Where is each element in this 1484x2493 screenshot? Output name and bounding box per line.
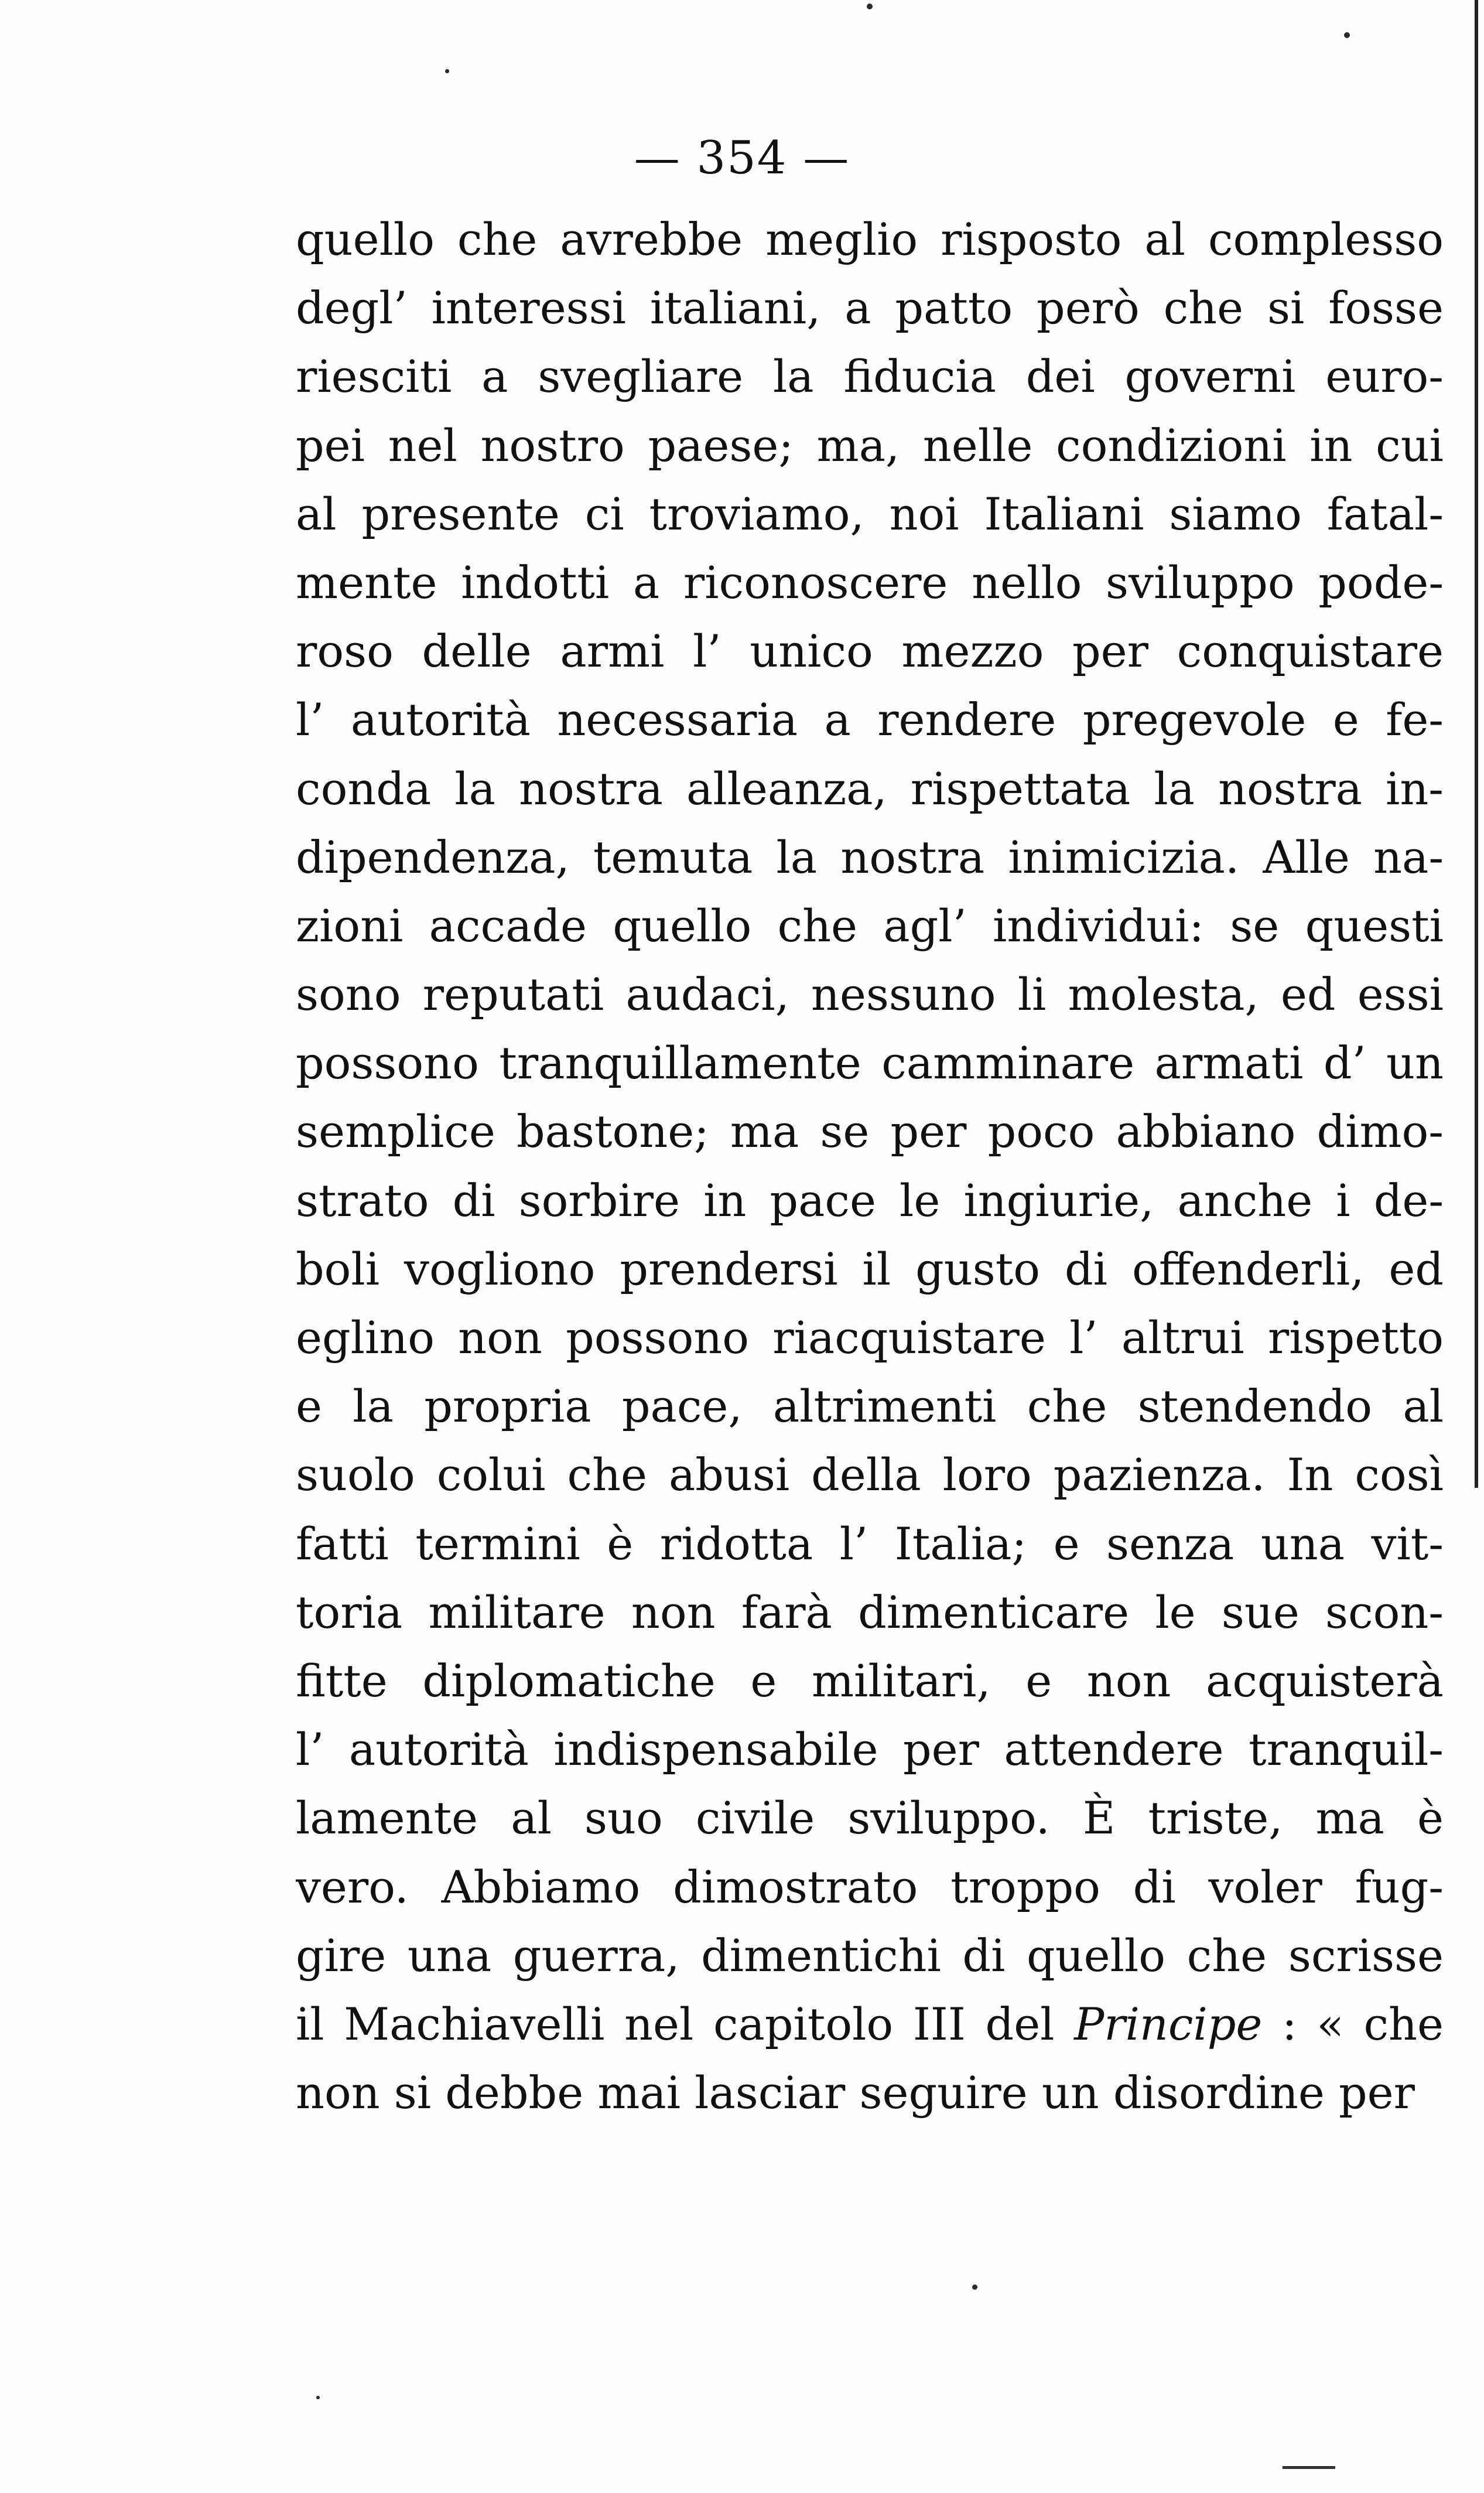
line-text-after-title: : « che <box>1262 1997 1444 2050</box>
text-line: conda la nostra alleanza, rispettata la nostra in- <box>296 762 1444 815</box>
text-line: riesciti a svegliare la fiducia dei governi euro- <box>296 350 1444 403</box>
scan-edge-line <box>1475 0 1478 1488</box>
text-line: degl’ interessi italiani, a patto però che si fosse <box>296 282 1444 334</box>
page-number: — 354 — <box>634 132 850 185</box>
text-line: al presente ci troviamo, noi Italiani siamo fatal- <box>296 487 1444 540</box>
text-line: vero. Abbiamo dimostrato troppo di voler fug- <box>296 1860 1444 1913</box>
text-line: toria militare non farà dimenticare le sue scon- <box>296 1586 1444 1638</box>
text-line: mente indotti a riconoscere nello sviluppo pode- <box>296 556 1444 609</box>
text-line-with-title <box>296 1990 1444 2058</box>
text-line: strato di sorbire in pace le ingiurie, anche i de- <box>296 1174 1444 1227</box>
text-line: dipendenza, temuta la nostra inimicizia. Alle na- <box>296 831 1444 883</box>
text-line: semplice bastone; ma se per poco abbiano dimo- <box>296 1105 1444 1158</box>
scan-speck <box>1344 32 1350 38</box>
scan-speck <box>316 2396 320 2399</box>
scan-speck <box>867 4 873 9</box>
text-line: boli vogliono prendersi il gusto di offenderli, ed <box>296 1242 1444 1295</box>
text-line: lamente al suo civile sviluppo. È triste, ma è <box>296 1792 1444 1845</box>
text-line: l’ autorità necessaria a rendere pregevole e fe- <box>296 694 1444 746</box>
text-line: e la propria pace, altrimenti che stendendo al <box>296 1380 1444 1433</box>
text-line: l’ autorità indispensabile per attendere tranquil- <box>296 1723 1444 1776</box>
body-text <box>296 205 1444 2127</box>
text-line: suolo colui che abusi della loro pazienza. In così <box>296 1449 1444 1501</box>
text-line: quello che avrebbe meglio risposto al complesso <box>296 213 1444 265</box>
text-line: roso delle armi l’ unico mezzo per conquistare <box>296 625 1444 678</box>
scan-footer-mark <box>1283 2454 1335 2469</box>
book-title-principe: Principe <box>1074 1997 1263 2050</box>
text-line: fatti termini è ridotta l’ Italia; e senza una vit- <box>296 1517 1444 1570</box>
scan-speck <box>972 2284 977 2290</box>
text-line: non si debbe mai lasciar seguire un disordine per <box>296 2067 1415 2119</box>
text-line: gire una guerra, dimentichi di quello che scrisse <box>296 1929 1444 1982</box>
text-line: zioni accade quello che agl’ individui: se questi <box>296 899 1444 952</box>
text-line: pei nel nostro paese; ma, nelle condizioni in cui <box>296 419 1444 472</box>
text-line: eglino non possono riacquistare l’ altrui rispetto <box>296 1312 1444 1364</box>
text-line: fitte diplomatiche e militari, e non acquisterà <box>296 1654 1444 1707</box>
text-line: possono tranquillamente camminare armati d’ un <box>296 1037 1444 1090</box>
scan-speck <box>445 69 449 73</box>
text-line: sono reputati audaci, nessuno li molesta, ed essi <box>296 968 1444 1021</box>
line-text-before-title: il Machiavelli nel capitolo III del <box>296 1997 1075 2050</box>
